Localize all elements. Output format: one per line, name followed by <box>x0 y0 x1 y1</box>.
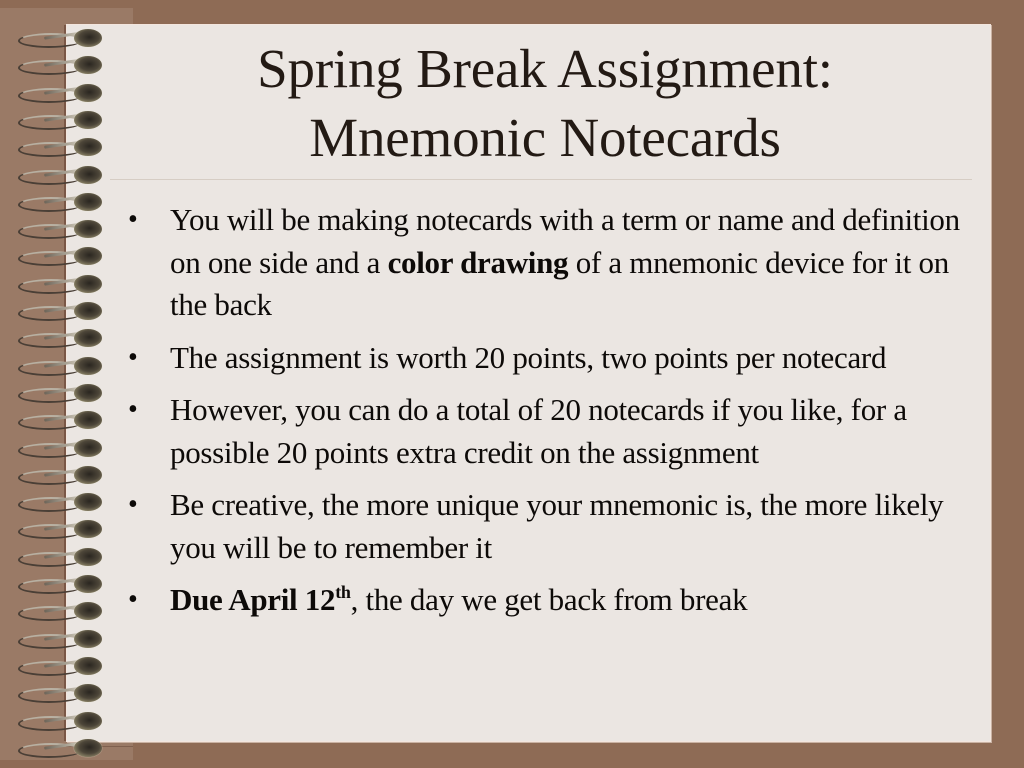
bullet-text: You will be making notecards with a term or name and definition on one side and a <box>170 202 960 280</box>
bullet-item <box>128 484 988 569</box>
bullet-dot-icon: • <box>128 341 138 373</box>
bullet-text: However, you can do a total of 20 notecards if you like, for a possible 20 points extra credit on the assignment <box>170 392 907 470</box>
slide-title <box>67 34 1023 172</box>
bullet-dot-icon: • <box>128 489 138 520</box>
bullet-text-bold: Due April 12 <box>170 582 336 617</box>
bullet-list <box>128 199 988 632</box>
bullet-item <box>128 389 988 474</box>
bullet-text-bold: color drawing <box>387 244 569 280</box>
bullet-text-bold: th <box>335 582 351 602</box>
bullet-text: Be creative, the more unique your mnemonic is, the more likely you will be to remember it <box>170 487 944 565</box>
bullet-dot-icon: • <box>128 394 138 425</box>
bullet-dot-icon: • <box>128 204 138 235</box>
title-line-1: Spring Break Assignment: <box>257 38 833 99</box>
bullet-text: of a mnemonic device for it on the back <box>170 244 949 322</box>
bullet-dot-icon: • <box>128 584 138 615</box>
bullet-text: , the day we get back from break <box>350 582 748 617</box>
title-line-2: Mnemonic Notecards <box>309 107 781 168</box>
title-divider <box>110 179 972 180</box>
bullet-item <box>128 579 988 622</box>
bullet-item <box>128 337 988 380</box>
bullet-item <box>128 199 988 327</box>
bullet-text: The assignment is worth 20 points, two points per notecard <box>170 339 887 375</box>
